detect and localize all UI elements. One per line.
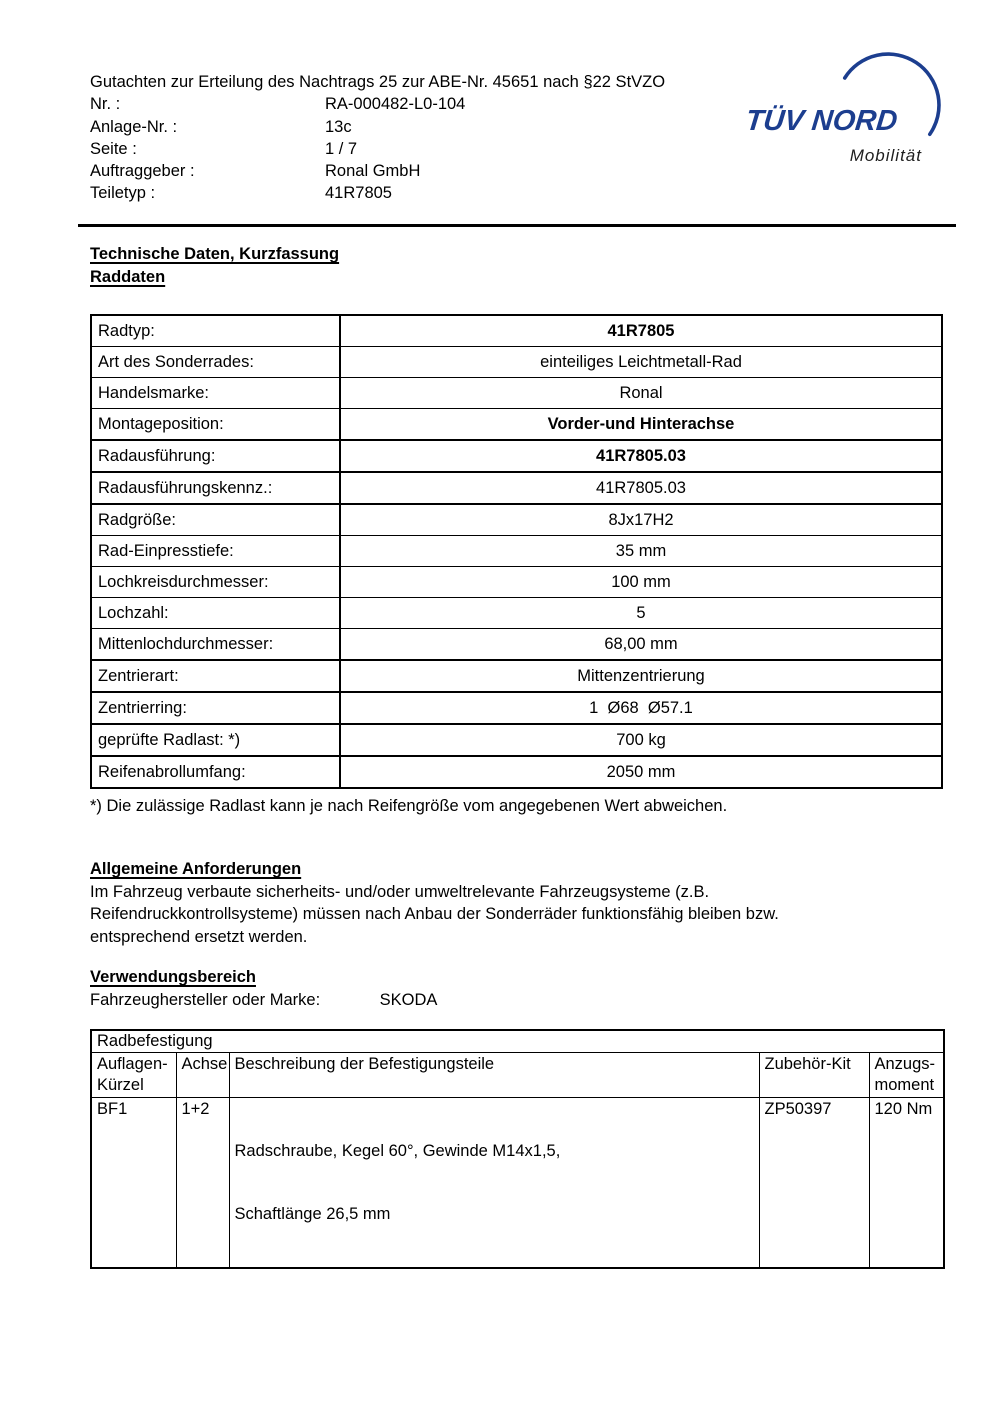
row-label: Radausführung: (91, 440, 340, 472)
section-title: Allgemeine Anforderungen (90, 860, 302, 878)
row-label: Handelsmarke: (91, 378, 340, 409)
row-label: Mittenlochdurchmesser: (91, 629, 340, 661)
field-label: Teiletyp : (90, 184, 156, 203)
table-row (91, 472, 942, 504)
field-value: 41R7805 (325, 184, 392, 203)
hersteller-label: Fahrzeughersteller oder Marke: (90, 990, 321, 1009)
table-row (91, 724, 942, 756)
section-title: Verwendungsbereich (90, 968, 256, 986)
field-label: Auftraggeber : (90, 162, 195, 181)
field-label: Anlage-Nr. : (90, 117, 178, 136)
section-technische-daten (90, 243, 339, 288)
row-label: Lochkreisdurchmesser: (91, 567, 340, 598)
table-title: Radbefestigung (91, 1030, 944, 1053)
section-title: Technische Daten, Kurzfassung (90, 245, 340, 263)
row-value: 700 kg (340, 724, 942, 756)
section-verwendungsbereich (90, 966, 437, 1011)
body-line: Im Fahrzeug verbaute sicherheits- und/oder umweltrelevante Fahrzeugsysteme (z.B. (90, 882, 710, 901)
table-row (91, 378, 942, 409)
field-label: Seite : (90, 139, 137, 158)
field-label: Nr. : (90, 95, 121, 114)
table-row (91, 692, 942, 724)
beschreibung-line: Schaftlänge 26,5 mm (234, 1205, 391, 1223)
table-row (91, 347, 942, 378)
row-label: Lochzahl: (91, 598, 340, 629)
row-value: Vorder-und Hinterachse (340, 409, 942, 441)
table-row (91, 315, 942, 347)
section-subtitle: Raddaten (90, 267, 166, 286)
row-value: 2050 mm (340, 756, 942, 788)
row-label: Montageposition: (91, 409, 340, 441)
row-label: Zentrierring: (91, 692, 340, 724)
cell-beschreibung (229, 1098, 759, 1269)
row-value: Ronal (340, 378, 942, 409)
logo-wordmark: TÜV NORD (744, 105, 899, 137)
table-row (91, 756, 942, 788)
document-title: Gutachten zur Erteilung des Nachtrags 25 zur ABE-Nr. 45651 nach §22 StVZO (90, 73, 666, 91)
body-line: entsprechend ersetzt werden. (90, 927, 308, 946)
cell-kit: ZP50397 (759, 1098, 869, 1269)
row-label: Rad-Einpresstiefe: (91, 536, 340, 567)
field-value: Ronal GmbH (325, 162, 421, 181)
header-field-nr (90, 93, 665, 115)
document-header (90, 71, 665, 205)
row-value: 35 mm (340, 536, 942, 567)
table-row (91, 660, 942, 692)
header-field-teiletyp (90, 182, 665, 204)
cell-achse: 1+2 (176, 1098, 229, 1269)
tuev-nord-logo (738, 36, 960, 178)
row-label: Radtyp: (91, 315, 340, 347)
cell-kuerzel: BF1 (91, 1098, 176, 1269)
row-value: 1 Ø68 Ø57.1 (340, 692, 942, 724)
field-value: 1 / 7 (325, 139, 358, 158)
row-value: 5 (340, 598, 942, 629)
col-header-achse: Achse (176, 1053, 229, 1098)
table-row (91, 504, 942, 536)
row-value: 41R7805.03 (340, 472, 942, 504)
beschreibung-line: Radschraube, Kegel 60°, Gewinde M14x1,5, (234, 1142, 561, 1160)
table-header-row (91, 1053, 944, 1098)
table-row (91, 567, 942, 598)
raddaten-table (90, 314, 943, 789)
hersteller-value: SKODA (379, 990, 438, 1009)
field-value: RA-000482-L0-104 (325, 95, 466, 114)
header-divider (78, 224, 956, 227)
body-line: Reifendruckkontrollsysteme) müssen nach Anbau der Sonderräder funktionsfähig bleiben bzw. (90, 905, 779, 923)
row-value: Mittenzentrierung (340, 660, 942, 692)
hersteller-line (90, 989, 437, 1012)
section-allgemeine-anforderungen (90, 858, 779, 948)
row-value: 100 mm (340, 567, 942, 598)
row-label: Zentrierart: (91, 660, 340, 692)
header-field-auftraggeber (90, 160, 665, 182)
header-field-seite (90, 138, 665, 160)
row-value: 68,00 mm (340, 629, 942, 661)
col-header-anzugsmoment: Anzugs-moment (869, 1053, 944, 1098)
table-row (91, 1098, 944, 1269)
field-value: 13c (325, 117, 352, 136)
row-label: Art des Sonderrades: (91, 347, 340, 378)
table-row (91, 409, 942, 441)
row-value: 41R7805.03 (340, 440, 942, 472)
table-title-row (91, 1030, 944, 1053)
row-label: Radausführungskennz.: (91, 472, 340, 504)
table-row (91, 536, 942, 567)
col-header-zubehoer-kit: Zubehör-Kit (759, 1053, 869, 1098)
radbefestigung-table (90, 1029, 945, 1269)
col-header-beschreibung: Beschreibung der Befestigungsteile (229, 1053, 759, 1098)
radlast-footnote: *) Die zulässige Radlast kann je nach Reifengröße vom angegebenen Wert abweichen. (90, 797, 728, 815)
row-value: einteiliges Leichtmetall-Rad (340, 347, 942, 378)
col-header-auflagen-kuerzel: Auflagen-Kürzel (91, 1053, 176, 1098)
row-value: 41R7805 (340, 315, 942, 347)
row-label: Radgröße: (91, 504, 340, 536)
table-row (91, 440, 942, 472)
header-field-anlage (90, 116, 665, 138)
cell-moment: 120 Nm (869, 1098, 944, 1269)
row-value: 8Jx17H2 (340, 504, 942, 536)
row-label: geprüfte Radlast: *) (91, 724, 340, 756)
logo-subtitle: Mobilität (849, 146, 922, 165)
table-row (91, 598, 942, 629)
table-row (91, 629, 942, 661)
row-label: Reifenabrollumfang: (91, 756, 340, 788)
